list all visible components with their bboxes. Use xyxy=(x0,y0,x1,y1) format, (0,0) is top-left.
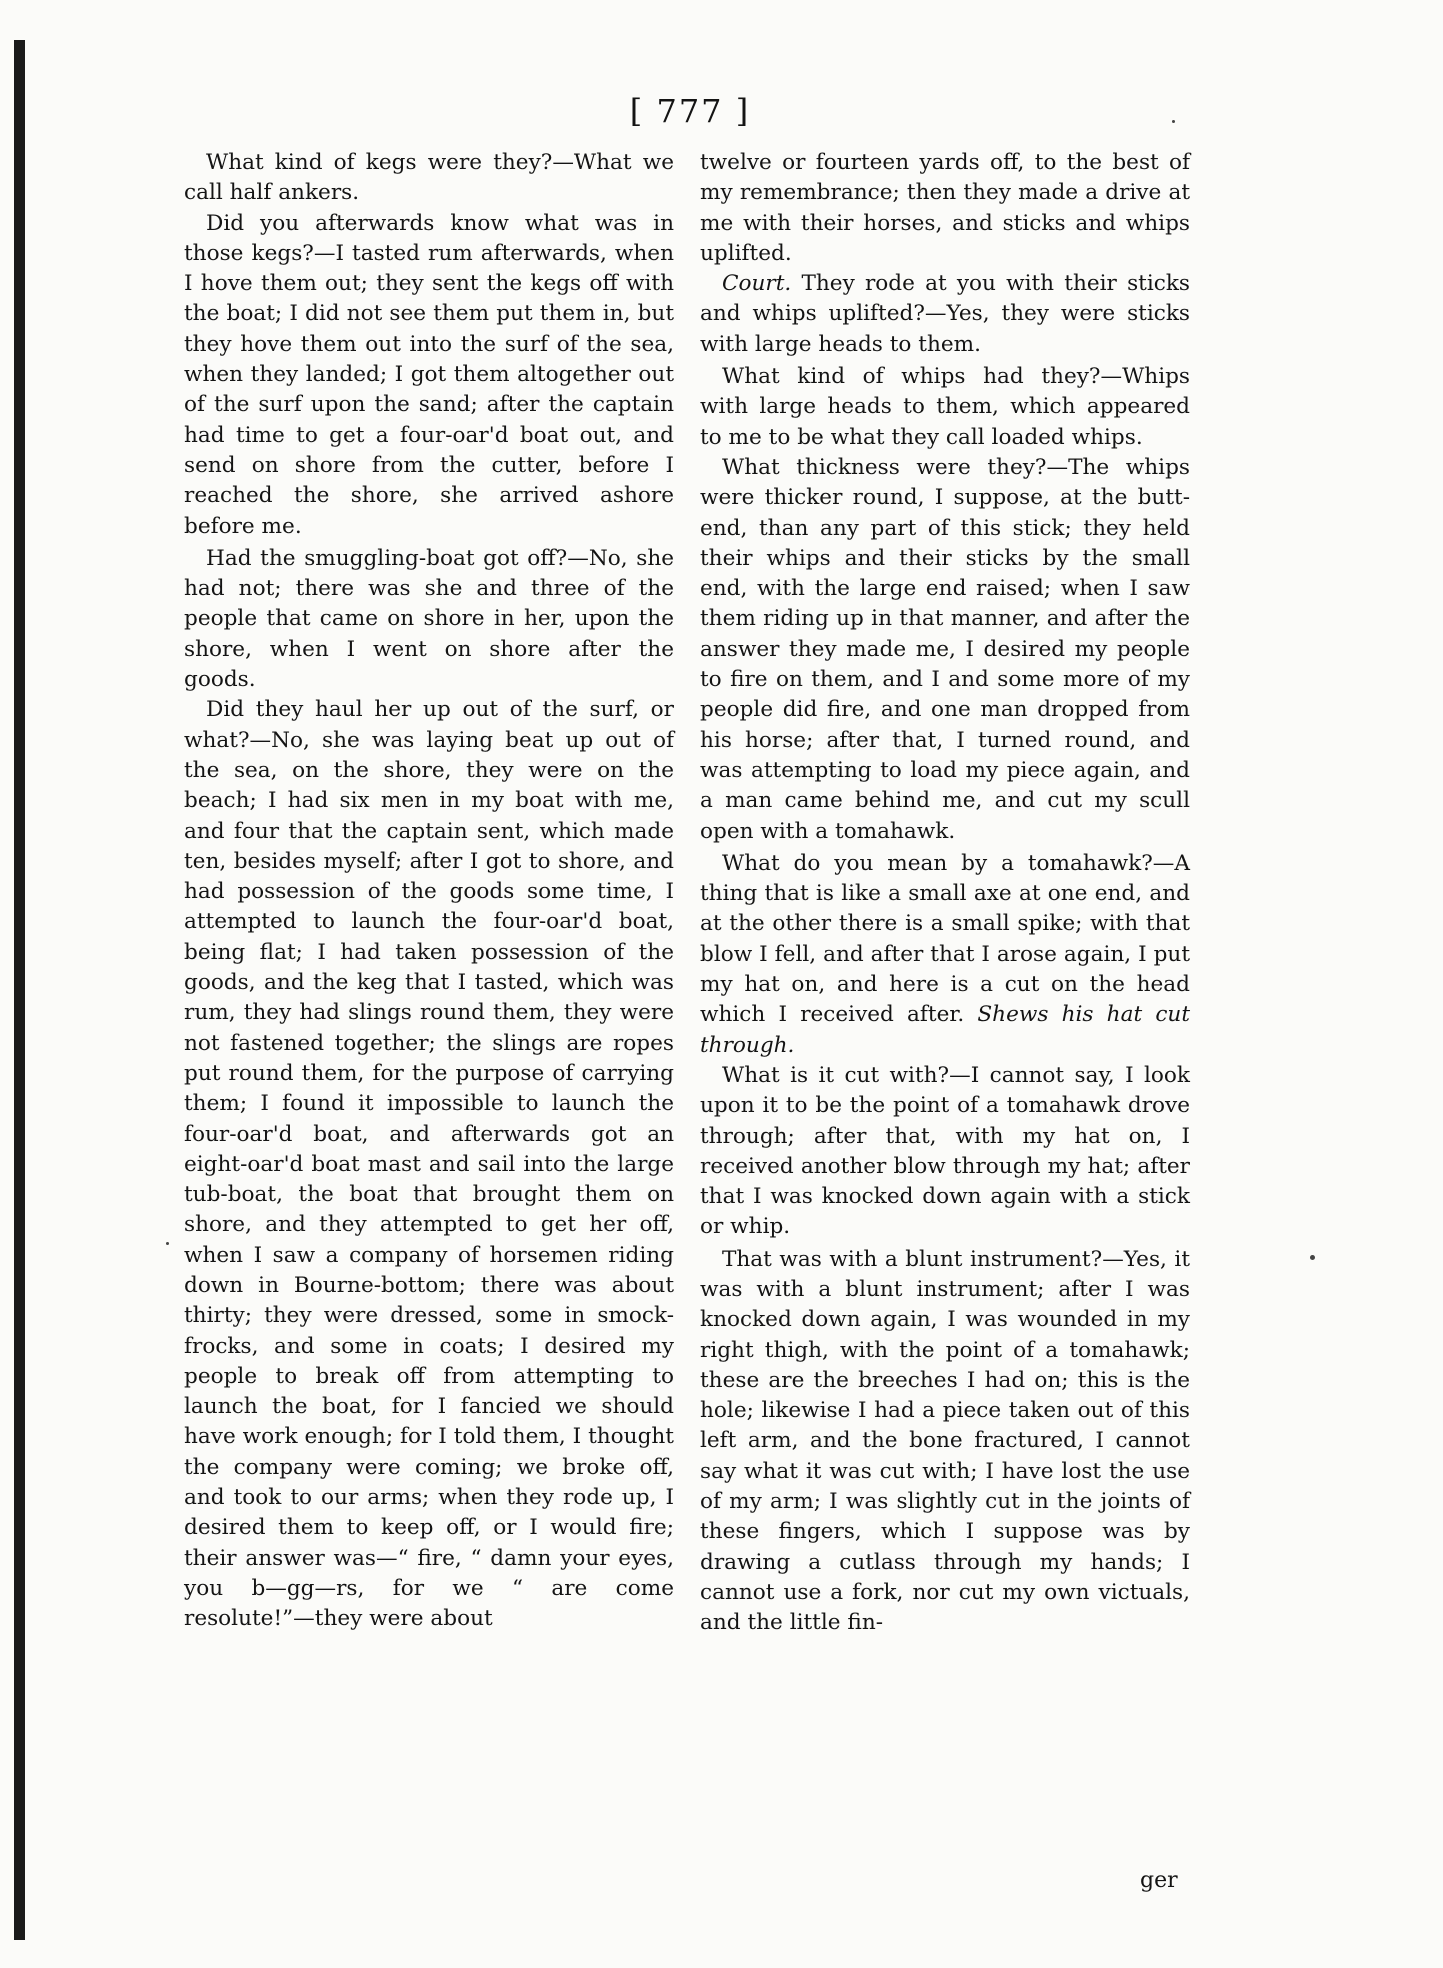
paragraph xyxy=(700,849,1190,1061)
page-number: [ 777 ] xyxy=(629,92,751,130)
paragraph: That was with a blunt instrument?—Yes, it was with a blunt instrument; after I was knocked down again, I was wounded in my right thigh, with the point of a tomahawk; these are the breeches I had on; this is the hole; likewise I had a piece taken out of this left arm, and the bone fractured, I cannot say what it was cut with; I have lost the use of my arm; I was slightly cut in the joints of these fingers, which I suppose was by drawing a cutlass through my hands; I cannot use a fork, nor cut my own victuals, and the little fin- xyxy=(700,1246,1190,1636)
stage-direction: Shews his hat cut through. xyxy=(700,1002,1190,1058)
paragraph: What kind of whips had they?—Whips with large heads to them, which appeared to me to be what they call loaded whips. xyxy=(700,364,1190,450)
ink-speck xyxy=(1172,120,1175,123)
right-text-column xyxy=(700,148,1190,1639)
catchword: ger xyxy=(1140,1868,1178,1893)
paragraph-text: They rode at you with their sticks and whips uplifted?—Yes, they were sticks with large heads to them. xyxy=(700,271,1190,357)
paragraph: What thickness were they?—The whips were thicker round, I suppose, at the butt-end, than any part of this stick; they held their whips and their sticks by the small end, with the large end raised; when I saw them riding up in that manner, and after the answer they made me, I desired my people to fire on them, and I and some more of my people did fire, and one man dropped from his horse; after that, I turned round, and was attempting to load my piece again, and a man came behind me, and cut my scull open with a tomahawk. xyxy=(700,454,1190,844)
speaker-label: Court. xyxy=(722,271,792,297)
binding-edge-shadow xyxy=(14,40,25,1940)
paragraph: What is it cut with?—I cannot say, I look upon it to be the point of a tomahawk drove through; after that, with my hat on, I received another blow through my hat; after that I was knocked down again with a stick or whip. xyxy=(700,1062,1190,1240)
ink-speck xyxy=(1310,1255,1315,1260)
left-text-column xyxy=(184,148,674,1635)
paragraph xyxy=(700,269,1190,360)
paragraph: Did they haul her up out of the surf, or what?—No, she was laying beat up out of the sea, on the shore, they were on the beach; I had six men in my boat with me, and four that the captain sent, which made ten, besides myself; after I got to shore, and had possession of the goods some time, I attempted to launch the four-oar'd boat, being flat; I had taken possession of the goods, and the keg that I tasted, which was rum, they had slings round them, they were not fastened together; the slings are ropes put round them, for the purpose of carrying them; I found it impossible to launch the four-oar'd boat, and afterwards got an eight-oar'd boat mast and sail into the large tub-boat, the boat that brought them on shore, and they attempted to get her off, when I saw a company of horsemen riding down in Bourne-bottom; there was about thirty; they were dressed, some in smock-frocks, and some in coats; I desired my people to break off from attempting to launch the boat, for I fancied we should have work enough; for I told them, I thought the company were coming; we broke off, and took to our arms; when they rode up, I desired them to keep off, or I would fire; their answer was—“ fire, “ damn your eyes, you b—gg—rs, for we “ are come resolute!”—they were about xyxy=(184,697,674,1632)
paragraph: What kind of kegs were they?—What we call half ankers. xyxy=(184,150,674,206)
ink-speck xyxy=(166,1242,169,1245)
paragraph-text: What do you mean by a tomahawk?—A thing that is like a small axe at one end, and at the other there is a small spike; with that blow I fell, and after that I arose again, I put my hat on, and here is a cut on the head which I received after. xyxy=(700,850,1190,1028)
paragraph: twelve or fourteen yards off, to the best of my remembrance; then they made a drive at me with their horses, and sticks and whips uplifted. xyxy=(700,150,1190,266)
paragraph: Had the smuggling-boat got off?—No, she had not; there was she and three of the people that came on shore in her, upon the shore, when I went on shore after the goods. xyxy=(184,545,674,693)
paragraph: Did you afterwards know what was in those kegs?—I tasted rum afterwards, when I hove them out; they sent the kegs off with the boat; I did not see them put them in, but they hove them out into the surf of the sea, when they landed; I got them altogether out of the surf upon the sand; after the captain had time to get a four-oar'd boat out, and send on shore from the cutter, before I reached the shore, she arrived ashore before me. xyxy=(184,210,674,539)
